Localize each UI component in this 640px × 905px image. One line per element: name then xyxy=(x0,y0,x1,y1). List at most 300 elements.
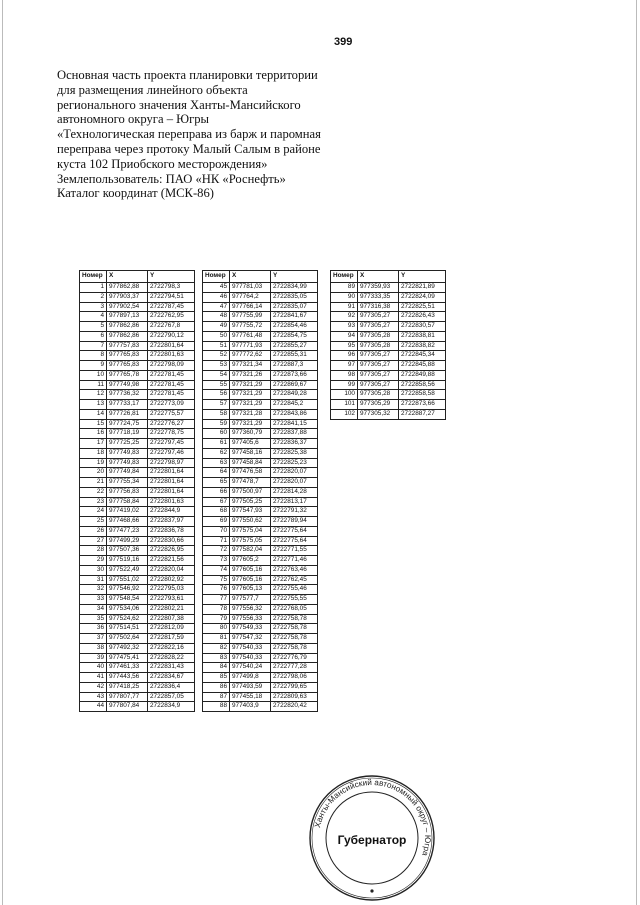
table-row xyxy=(203,448,318,458)
table-row xyxy=(80,380,195,390)
x-coordinate: 977519,16 xyxy=(107,556,148,566)
point-number: 59 xyxy=(203,419,230,429)
x-coordinate: 977419,02 xyxy=(107,507,148,517)
x-coordinate: 977761,48 xyxy=(230,331,271,341)
point-number: 64 xyxy=(203,468,230,478)
point-number: 47 xyxy=(203,302,230,312)
x-coordinate: 977781,03 xyxy=(230,283,271,293)
x-coordinate: 977577,7 xyxy=(230,595,271,605)
table-row xyxy=(80,614,195,624)
table-row xyxy=(80,507,195,517)
table-row xyxy=(203,409,318,419)
point-number: 8 xyxy=(80,351,107,361)
x-coordinate: 977575,04 xyxy=(230,526,271,536)
x-coordinate: 977807,77 xyxy=(107,692,148,702)
y-coordinate: 2722834,9 xyxy=(148,702,195,712)
x-coordinate: 977522,49 xyxy=(107,565,148,575)
x-coordinate: 977556,33 xyxy=(230,614,271,624)
table-row xyxy=(80,673,195,683)
table-row xyxy=(80,565,195,575)
table-row xyxy=(80,624,195,634)
point-number: 35 xyxy=(80,614,107,624)
table-row xyxy=(203,458,318,468)
x-coordinate: 977507,36 xyxy=(107,546,148,556)
table-row xyxy=(203,497,318,507)
y-coordinate: 2722798,06 xyxy=(271,673,318,683)
point-number: 23 xyxy=(80,497,107,507)
point-number: 67 xyxy=(203,497,230,507)
point-number: 83 xyxy=(203,653,230,663)
x-coordinate: 977902,54 xyxy=(107,302,148,312)
heading-line: переправа через протоку Малый Салым в районе xyxy=(57,141,321,156)
y-coordinate: 2722825,23 xyxy=(271,458,318,468)
column-header: X xyxy=(107,271,148,283)
x-coordinate: 977755,34 xyxy=(107,478,148,488)
y-coordinate: 2722813,17 xyxy=(271,497,318,507)
point-number: 10 xyxy=(80,370,107,380)
x-coordinate: 977458,16 xyxy=(230,448,271,458)
y-coordinate: 2722843,86 xyxy=(271,409,318,419)
point-number: 27 xyxy=(80,536,107,546)
y-coordinate: 2722854,46 xyxy=(271,322,318,332)
x-coordinate: 977547,32 xyxy=(230,634,271,644)
point-number: 9 xyxy=(80,361,107,371)
table-row xyxy=(203,312,318,322)
y-coordinate: 2722837,88 xyxy=(271,429,318,439)
y-coordinate: 2722758,78 xyxy=(271,624,318,634)
point-number: 89 xyxy=(331,283,358,293)
table-row xyxy=(80,517,195,527)
table-row xyxy=(80,604,195,614)
point-number: 39 xyxy=(80,653,107,663)
table-row xyxy=(80,341,195,351)
table-row xyxy=(203,468,318,478)
column-header: X xyxy=(230,271,271,283)
y-coordinate: 2722821,89 xyxy=(399,283,446,293)
x-coordinate: 977540,33 xyxy=(230,643,271,653)
x-coordinate: 977455,18 xyxy=(230,692,271,702)
x-coordinate: 977305,27 xyxy=(358,312,399,322)
x-coordinate: 977749,83 xyxy=(107,458,148,468)
y-coordinate: 2722798,09 xyxy=(148,361,195,371)
y-coordinate: 2722857,05 xyxy=(148,692,195,702)
table-row xyxy=(80,283,195,293)
table-row xyxy=(203,370,318,380)
x-coordinate: 977862,86 xyxy=(107,322,148,332)
x-coordinate: 977548,54 xyxy=(107,595,148,605)
point-number: 84 xyxy=(203,663,230,673)
x-coordinate: 977468,66 xyxy=(107,517,148,527)
table-header-row xyxy=(80,271,195,283)
x-coordinate: 977757,83 xyxy=(107,341,148,351)
y-coordinate: 2722793,61 xyxy=(148,595,195,605)
x-coordinate: 977749,98 xyxy=(107,380,148,390)
table-row xyxy=(331,341,446,351)
x-coordinate: 977403,9 xyxy=(230,702,271,712)
point-number: 29 xyxy=(80,556,107,566)
point-number: 14 xyxy=(80,409,107,419)
y-coordinate: 2722807,38 xyxy=(148,614,195,624)
x-coordinate: 977605,16 xyxy=(230,575,271,585)
point-number: 76 xyxy=(203,585,230,595)
x-coordinate: 977305,28 xyxy=(358,390,399,400)
heading-line: Землепользователь: ПАО «НК «Роснефть» xyxy=(57,171,286,186)
x-coordinate: 977499,8 xyxy=(230,673,271,683)
y-coordinate: 2722794,51 xyxy=(148,292,195,302)
point-number: 57 xyxy=(203,400,230,410)
point-number: 49 xyxy=(203,322,230,332)
point-number: 65 xyxy=(203,478,230,488)
y-coordinate: 2722755,46 xyxy=(271,585,318,595)
y-coordinate: 2722845,2 xyxy=(271,400,318,410)
table-row xyxy=(80,536,195,546)
x-coordinate: 977500,97 xyxy=(230,487,271,497)
table-row xyxy=(203,702,318,712)
table-row xyxy=(80,643,195,653)
x-coordinate: 977321,28 xyxy=(230,409,271,419)
y-coordinate: 2722814,28 xyxy=(271,487,318,497)
y-coordinate: 2722768,05 xyxy=(271,604,318,614)
point-number: 72 xyxy=(203,546,230,556)
table-row xyxy=(80,595,195,605)
table-row xyxy=(331,331,446,341)
x-coordinate: 977321,29 xyxy=(230,419,271,429)
point-number: 78 xyxy=(203,604,230,614)
point-number: 62 xyxy=(203,448,230,458)
point-number: 97 xyxy=(331,361,358,371)
point-number: 55 xyxy=(203,380,230,390)
y-coordinate: 2722841,15 xyxy=(271,419,318,429)
table-row xyxy=(80,468,195,478)
y-coordinate: 2722758,78 xyxy=(271,643,318,653)
x-coordinate: 977305,27 xyxy=(358,361,399,371)
point-number: 42 xyxy=(80,682,107,692)
x-coordinate: 977418,25 xyxy=(107,682,148,692)
point-number: 79 xyxy=(203,614,230,624)
table-row xyxy=(203,673,318,683)
x-coordinate: 977605,2 xyxy=(230,556,271,566)
table-row xyxy=(203,634,318,644)
table-row xyxy=(203,614,318,624)
table-row xyxy=(331,312,446,322)
table-row xyxy=(331,292,446,302)
x-coordinate: 977903,37 xyxy=(107,292,148,302)
point-number: 15 xyxy=(80,419,107,429)
table-row xyxy=(80,692,195,702)
y-coordinate: 2722828,22 xyxy=(148,653,195,663)
point-number: 22 xyxy=(80,487,107,497)
table-row xyxy=(331,390,446,400)
y-coordinate: 2722817,59 xyxy=(148,634,195,644)
table-row xyxy=(203,692,318,702)
table-row xyxy=(80,487,195,497)
point-number: 73 xyxy=(203,556,230,566)
x-coordinate: 977524,62 xyxy=(107,614,148,624)
y-coordinate: 2722775,64 xyxy=(271,536,318,546)
x-coordinate: 977478,7 xyxy=(230,478,271,488)
y-coordinate: 2722845,34 xyxy=(399,351,446,361)
y-coordinate: 2722836,37 xyxy=(271,439,318,449)
point-number: 101 xyxy=(331,400,358,410)
point-number: 100 xyxy=(331,390,358,400)
table-row xyxy=(203,517,318,527)
table-row xyxy=(80,292,195,302)
point-number: 99 xyxy=(331,380,358,390)
point-number: 86 xyxy=(203,682,230,692)
y-coordinate: 2722830,66 xyxy=(148,536,195,546)
y-coordinate: 2722781,45 xyxy=(148,370,195,380)
table-row xyxy=(80,322,195,332)
y-coordinate: 2722789,94 xyxy=(271,517,318,527)
point-number: 30 xyxy=(80,565,107,575)
y-coordinate: 2722822,16 xyxy=(148,643,195,653)
point-number: 60 xyxy=(203,429,230,439)
y-coordinate: 2722795,03 xyxy=(148,585,195,595)
x-coordinate: 977405,6 xyxy=(230,439,271,449)
point-number: 85 xyxy=(203,673,230,683)
point-number: 51 xyxy=(203,341,230,351)
seal-center-text: Губернатор xyxy=(337,833,407,847)
y-coordinate: 2722854,75 xyxy=(271,331,318,341)
point-number: 90 xyxy=(331,292,358,302)
table-row xyxy=(80,351,195,361)
table-row xyxy=(203,663,318,673)
point-number: 32 xyxy=(80,585,107,595)
table-row xyxy=(203,585,318,595)
y-coordinate: 2722830,57 xyxy=(399,322,446,332)
table-row xyxy=(203,302,318,312)
page-number: 399 xyxy=(334,36,353,48)
point-number: 68 xyxy=(203,507,230,517)
x-coordinate: 977765,83 xyxy=(107,361,148,371)
x-coordinate: 977772,62 xyxy=(230,351,271,361)
point-number: 31 xyxy=(80,575,107,585)
x-coordinate: 977756,83 xyxy=(107,487,148,497)
point-number: 61 xyxy=(203,439,230,449)
point-number: 43 xyxy=(80,692,107,702)
x-coordinate: 977305,28 xyxy=(358,331,399,341)
x-coordinate: 977305,27 xyxy=(358,370,399,380)
x-coordinate: 977477,23 xyxy=(107,526,148,536)
table-row xyxy=(80,439,195,449)
point-number: 4 xyxy=(80,312,107,322)
y-coordinate: 2722767,8 xyxy=(148,322,195,332)
y-coordinate: 2722845,88 xyxy=(399,361,446,371)
table-row xyxy=(80,682,195,692)
x-coordinate: 977755,72 xyxy=(230,322,271,332)
table-row xyxy=(80,478,195,488)
table-row xyxy=(203,390,318,400)
column-header: Номер xyxy=(203,271,230,283)
table-row xyxy=(203,478,318,488)
y-coordinate: 2722838,81 xyxy=(399,331,446,341)
y-coordinate: 2722802,21 xyxy=(148,604,195,614)
point-number: 11 xyxy=(80,380,107,390)
y-coordinate: 2722834,67 xyxy=(148,673,195,683)
y-coordinate: 2722801,63 xyxy=(148,497,195,507)
y-coordinate: 2722801,64 xyxy=(148,487,195,497)
x-coordinate: 977540,24 xyxy=(230,663,271,673)
x-coordinate: 977758,84 xyxy=(107,497,148,507)
point-number: 87 xyxy=(203,692,230,702)
left-margin-line xyxy=(2,0,3,905)
table-row xyxy=(80,312,195,322)
point-number: 102 xyxy=(331,409,358,419)
x-coordinate: 977461,33 xyxy=(107,663,148,673)
point-number: 24 xyxy=(80,507,107,517)
table-row xyxy=(203,653,318,663)
table-row xyxy=(80,458,195,468)
table-row xyxy=(80,370,195,380)
heading-line: Каталог координат (МСК-86) xyxy=(57,186,214,201)
point-number: 1 xyxy=(80,283,107,293)
point-number: 25 xyxy=(80,517,107,527)
table-row xyxy=(331,400,446,410)
point-number: 54 xyxy=(203,370,230,380)
table-row xyxy=(331,361,446,371)
y-coordinate: 2722773,09 xyxy=(148,400,195,410)
table-row xyxy=(80,702,195,712)
y-coordinate: 2722855,31 xyxy=(271,351,318,361)
y-coordinate: 2722873,66 xyxy=(399,400,446,410)
y-coordinate: 2722836,78 xyxy=(148,526,195,536)
table-header-row xyxy=(331,271,446,283)
x-coordinate: 977749,84 xyxy=(107,468,148,478)
x-coordinate: 977551,02 xyxy=(107,575,148,585)
x-coordinate: 977549,33 xyxy=(230,624,271,634)
y-coordinate: 2722775,57 xyxy=(148,409,195,419)
y-coordinate: 2722758,78 xyxy=(271,634,318,644)
x-coordinate: 977333,35 xyxy=(358,292,399,302)
y-coordinate: 2722858,56 xyxy=(399,380,446,390)
y-coordinate: 2722801,64 xyxy=(148,468,195,478)
table-row xyxy=(331,302,446,312)
point-number: 52 xyxy=(203,351,230,361)
y-coordinate: 2722809,63 xyxy=(271,692,318,702)
x-coordinate: 977733,17 xyxy=(107,400,148,410)
point-number: 2 xyxy=(80,292,107,302)
table-row xyxy=(80,634,195,644)
table-row xyxy=(203,292,318,302)
table-row xyxy=(80,653,195,663)
table-row xyxy=(80,429,195,439)
table-row xyxy=(80,448,195,458)
x-coordinate: 977305,32 xyxy=(358,409,399,419)
point-number: 71 xyxy=(203,536,230,546)
column-header: X xyxy=(358,271,399,283)
x-coordinate: 977534,06 xyxy=(107,604,148,614)
x-coordinate: 977540,33 xyxy=(230,653,271,663)
x-coordinate: 977359,93 xyxy=(358,283,399,293)
official-seal xyxy=(308,774,436,902)
x-coordinate: 977305,29 xyxy=(358,400,399,410)
table-row xyxy=(203,682,318,692)
x-coordinate: 977321,29 xyxy=(230,380,271,390)
x-coordinate: 977360,79 xyxy=(230,429,271,439)
y-coordinate: 2722798,3 xyxy=(148,283,195,293)
table-row xyxy=(203,429,318,439)
point-number: 44 xyxy=(80,702,107,712)
table-row xyxy=(331,322,446,332)
point-number: 18 xyxy=(80,448,107,458)
table-row xyxy=(203,283,318,293)
table-row xyxy=(80,663,195,673)
x-coordinate: 977550,62 xyxy=(230,517,271,527)
table-row xyxy=(80,526,195,536)
column-header: Y xyxy=(148,271,195,283)
table-row xyxy=(203,487,318,497)
point-number: 34 xyxy=(80,604,107,614)
point-number: 66 xyxy=(203,487,230,497)
x-coordinate: 977897,13 xyxy=(107,312,148,322)
x-coordinate: 977505,25 xyxy=(230,497,271,507)
table-header-row xyxy=(203,271,318,283)
right-margin-line xyxy=(636,0,637,905)
point-number: 48 xyxy=(203,312,230,322)
y-coordinate: 2722776,27 xyxy=(148,419,195,429)
y-coordinate: 2722801,64 xyxy=(148,478,195,488)
column-header: Y xyxy=(399,271,446,283)
point-number: 45 xyxy=(203,283,230,293)
y-coordinate: 2722762,45 xyxy=(271,575,318,585)
x-coordinate: 977862,86 xyxy=(107,331,148,341)
point-number: 82 xyxy=(203,643,230,653)
point-number: 70 xyxy=(203,526,230,536)
table-row xyxy=(203,507,318,517)
point-number: 26 xyxy=(80,526,107,536)
point-number: 46 xyxy=(203,292,230,302)
y-coordinate: 2722801,63 xyxy=(148,351,195,361)
point-number: 91 xyxy=(331,302,358,312)
table-row xyxy=(80,302,195,312)
x-coordinate: 977321,29 xyxy=(230,400,271,410)
column-header: Y xyxy=(271,271,318,283)
table-row xyxy=(203,556,318,566)
point-number: 6 xyxy=(80,331,107,341)
x-coordinate: 977749,83 xyxy=(107,448,148,458)
table-row xyxy=(203,322,318,332)
y-coordinate: 2722771,46 xyxy=(271,556,318,566)
y-coordinate: 2722799,65 xyxy=(271,682,318,692)
point-number: 88 xyxy=(203,702,230,712)
table-row xyxy=(203,624,318,634)
point-number: 50 xyxy=(203,331,230,341)
y-coordinate: 2722820,07 xyxy=(271,478,318,488)
y-coordinate: 2722763,46 xyxy=(271,565,318,575)
table-row xyxy=(80,390,195,400)
y-coordinate: 2722825,38 xyxy=(271,448,318,458)
y-coordinate: 2722791,32 xyxy=(271,507,318,517)
y-coordinate: 2722820,42 xyxy=(271,702,318,712)
y-coordinate: 2722858,58 xyxy=(399,390,446,400)
x-coordinate: 977476,58 xyxy=(230,468,271,478)
y-coordinate: 2722855,27 xyxy=(271,341,318,351)
y-coordinate: 2722825,51 xyxy=(399,302,446,312)
table-row xyxy=(203,439,318,449)
table-row xyxy=(80,361,195,371)
x-coordinate: 977492,32 xyxy=(107,643,148,653)
point-number: 53 xyxy=(203,361,230,371)
y-coordinate: 2722821,56 xyxy=(148,556,195,566)
x-coordinate: 977321,29 xyxy=(230,390,271,400)
point-number: 94 xyxy=(331,331,358,341)
y-coordinate: 2722849,28 xyxy=(271,390,318,400)
table-row xyxy=(80,400,195,410)
heading-line: автономного округа – Югры xyxy=(57,112,210,127)
point-number: 81 xyxy=(203,634,230,644)
table-row xyxy=(203,331,318,341)
x-coordinate: 977766,14 xyxy=(230,302,271,312)
